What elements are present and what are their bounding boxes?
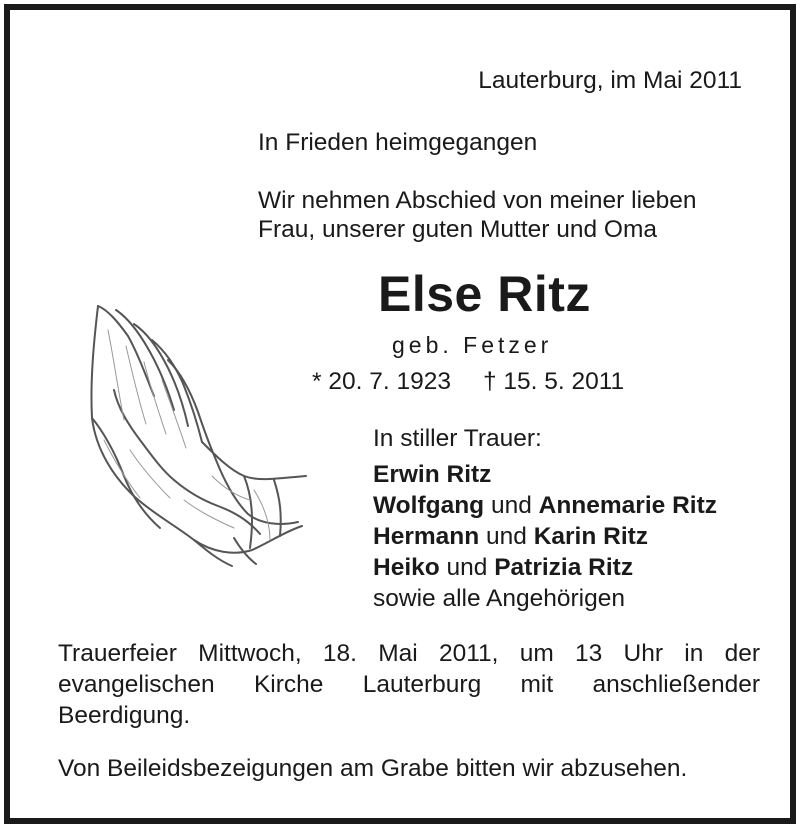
mourning-intro: In stiller Trauer: — [373, 425, 542, 452]
mourner-conjunction: und — [479, 523, 534, 550]
mourner-name: Annemarie Ritz — [538, 492, 717, 519]
farewell-line-2: Frau, unserer guten Mutter und Oma — [258, 216, 657, 243]
maiden-name: geb. Fetzer — [392, 332, 553, 358]
mourner-name: Heiko — [373, 554, 440, 581]
death-date: † 15. 5. 2011 — [482, 368, 625, 395]
relatives-line: sowie alle Angehörigen — [373, 585, 625, 612]
mourner-line — [373, 522, 648, 552]
mourner-line — [373, 460, 491, 490]
farewell-line-1: Wir nehmen Abschied von meiner lieben — [258, 187, 697, 214]
obituary-frame — [4, 4, 796, 824]
birth-date: * 20. 7. 1923 — [312, 368, 451, 395]
mourner-line — [373, 491, 717, 521]
funeral-details: Trauerfeier Mittwoch, 18. Mai 2011, um 13 Uhr in der evangelischen Kirche Lauterburg mit anschließender Beerdigung. — [58, 640, 760, 729]
closing-request: Von Beileidsbezeigungen am Grabe bitten wir abzusehen. — [58, 755, 688, 782]
mourner-name: Erwin Ritz — [373, 461, 492, 488]
heading-line: In Frieden heimgegangen — [258, 129, 538, 156]
deceased-name: Else Ritz — [378, 266, 591, 322]
mourner-name: Hermann — [373, 523, 480, 550]
mourner-conjunction: und — [484, 492, 539, 519]
mourner-name: Wolfgang — [373, 492, 485, 519]
mourner-conjunction: und — [439, 554, 495, 581]
praying-hands-icon — [84, 300, 316, 570]
mourner-name: Patrizia Ritz — [494, 554, 634, 581]
life-dates — [312, 367, 624, 397]
mourner-line — [373, 553, 633, 583]
mourner-name: Karin Ritz — [533, 523, 649, 550]
place-date: Lauterburg, im Mai 2011 — [478, 67, 742, 94]
